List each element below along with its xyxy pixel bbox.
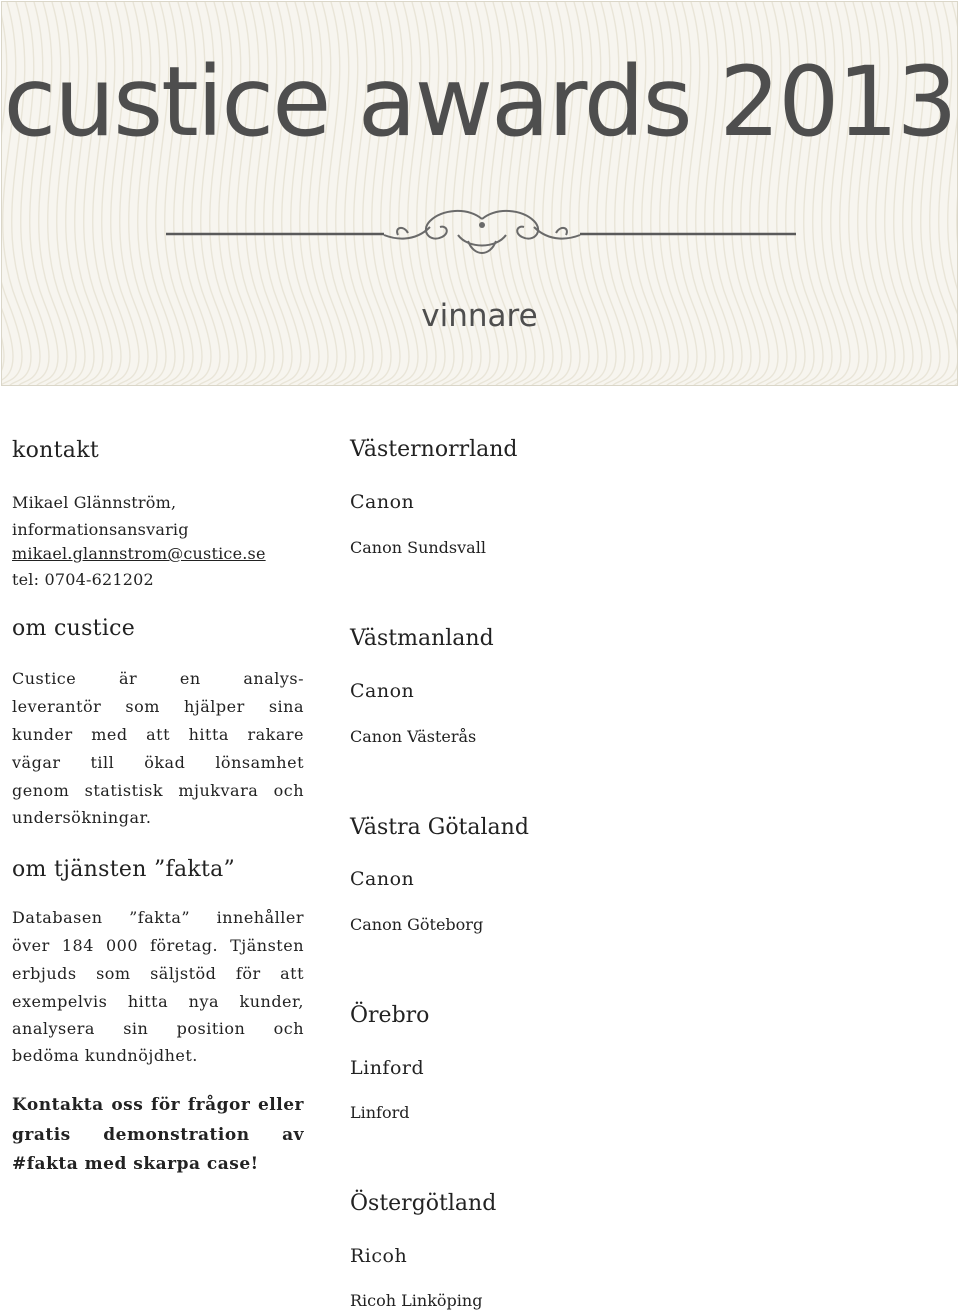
flourish-divider-icon [162, 205, 802, 265]
about-text-line: Custice är en analys- [12, 669, 304, 688]
contact-phone: tel: 0704-621202 [12, 570, 154, 589]
about-text-line: kunder med att hitta rakare [12, 725, 304, 744]
winner-region: Östergötland [350, 1191, 497, 1216]
service-text-line: exempelvis hitta nya kunder, [12, 992, 304, 1011]
winner-brand: Linford [350, 1057, 425, 1079]
winner-dealer: Canon Västerås [350, 727, 477, 746]
service-text-line: erbjuds som säljstöd för att [12, 964, 304, 983]
banner-subtitle: vinnare [421, 298, 538, 334]
winner-dealer: Linford [350, 1103, 410, 1122]
contact-name: Mikael Glännström, [12, 493, 177, 512]
winner-brand: Canon [350, 868, 415, 890]
awards-banner [1, 1, 958, 386]
winner-region: Västra Götaland [350, 815, 529, 840]
cta-text-line: #fakta med skarpa case! [12, 1154, 259, 1174]
winner-brand: Canon [350, 680, 415, 702]
winner-region: Örebro [350, 1003, 430, 1028]
about-text-line: leverantör som hjälper sina [12, 697, 304, 716]
about-text-line: vägar till ökad lönsamhet [12, 753, 304, 772]
about-heading: om custice [12, 616, 136, 641]
winner-dealer: Canon Sundsvall [350, 538, 486, 557]
about-text-line: genom statistisk mjukvara och [12, 781, 304, 800]
cta-text-line: Kontakta oss för frågor eller [12, 1095, 304, 1115]
service-text-line: över 184 000 företag. Tjänsten [12, 936, 304, 955]
winner-brand: Ricoh [350, 1245, 408, 1267]
banner-title: custice awards 2013 [3, 46, 956, 158]
winner-dealer: Canon Göteborg [350, 915, 484, 934]
about-text-line: undersökningar. [12, 808, 152, 827]
contact-role: informationsansvarig [12, 520, 189, 539]
contact-email-row [12, 544, 266, 563]
winner-region: Västmanland [350, 626, 494, 651]
service-text-line: Databasen ”fakta” innehåller [12, 908, 304, 927]
cta-text-line: gratis demonstration av [12, 1125, 304, 1145]
winner-dealer: Ricoh Linköping [350, 1291, 483, 1310]
service-heading: om tjänsten ”fakta” [12, 857, 236, 882]
winner-brand: Canon [350, 491, 415, 513]
service-text-line: bedöma kundnöjdhet. [12, 1046, 198, 1065]
service-text-line: analysera sin position och [12, 1019, 304, 1038]
contact-heading: kontakt [12, 438, 99, 463]
contact-email-link[interactable]: mikael.glannstrom@custice.se [12, 544, 266, 563]
winner-region: Västernorrland [350, 437, 518, 462]
